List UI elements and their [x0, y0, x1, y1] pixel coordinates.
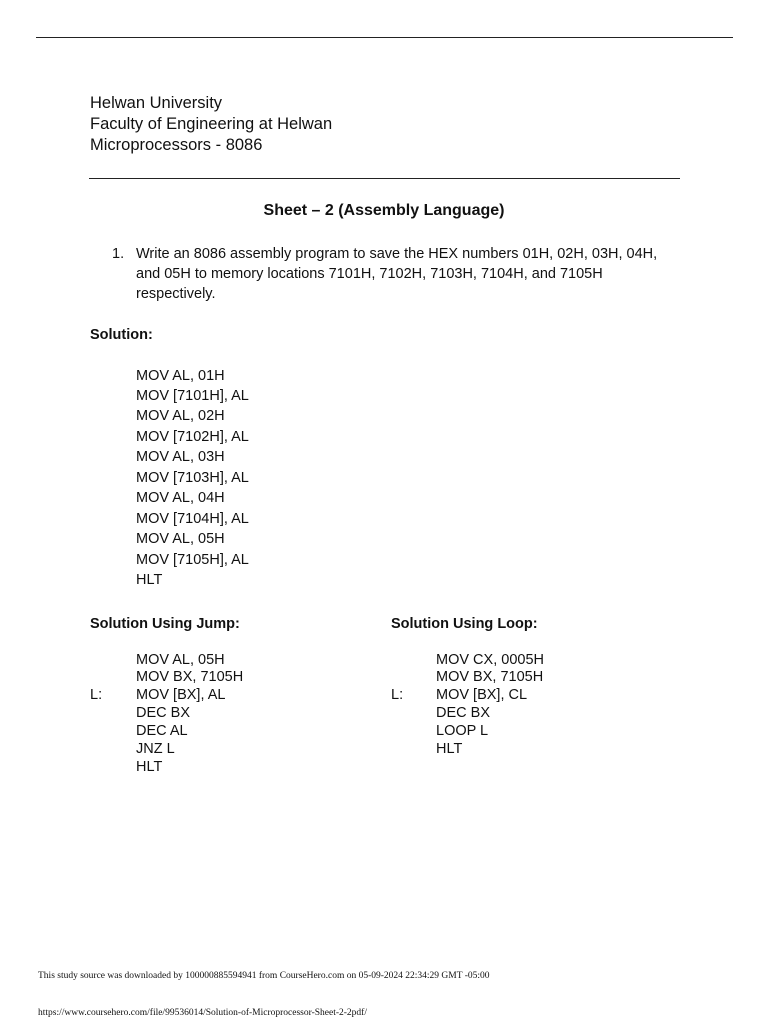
code-line: MOV [7103H], AL: [136, 470, 249, 486]
code-line: HLT: [436, 741, 463, 757]
code-line: MOV AL, 01H: [136, 368, 225, 384]
code-line: LOOP L: [436, 723, 489, 739]
code-line: MOV AL, 04H: [136, 490, 225, 506]
university-name: Helwan University: [90, 94, 223, 112]
code-line: DEC BX: [136, 705, 190, 721]
code-line: MOV [7102H], AL: [136, 429, 249, 445]
code-line: MOV BX, 7105H: [136, 669, 244, 685]
solution-jump-heading: Solution Using Jump:: [90, 616, 240, 632]
code-line: MOV [7101H], AL: [136, 388, 249, 404]
loop-label: L:: [90, 687, 103, 703]
code-line: HLT: [136, 759, 163, 775]
code-line: MOV [BX], CL: [436, 687, 528, 703]
code-line: MOV AL, 05H: [136, 531, 225, 547]
question-number: 1.: [112, 246, 125, 262]
loop-label: L:: [391, 687, 404, 703]
top-divider: [36, 37, 733, 38]
header-divider: [89, 178, 680, 179]
code-line: MOV AL, 02H: [136, 408, 225, 424]
solution-loop-heading: Solution Using Loop:: [391, 616, 538, 632]
code-line: HLT: [136, 572, 163, 588]
sheet-title: Sheet – 2 (Assembly Language): [263, 202, 505, 219]
solution-heading: Solution:: [90, 327, 153, 343]
code-line: MOV AL, 05H: [136, 652, 225, 668]
download-source-note: This study source was downloaded by 100000885594941 from CourseHero.com on 05-09-2024 22:34:29 GMT -05:00: [38, 971, 490, 981]
code-line: MOV [7105H], AL: [136, 552, 249, 568]
code-line: MOV AL, 03H: [136, 449, 225, 465]
code-line: MOV [BX], AL: [136, 687, 226, 703]
question-text-line: Write an 8086 assembly program to save the HEX numbers 01H, 02H, 03H, 04H,: [136, 246, 658, 262]
source-url-link[interactable]: https://www.coursehero.com/file/99536014/Solution-of-Microprocessor-Sheet-2-2pdf/: [38, 1008, 367, 1018]
question-text-line: and 05H to memory locations 7101H, 7102H, 7103H, 7104H, and 7105H: [136, 266, 603, 282]
question-text-line: respectively.: [136, 286, 216, 302]
course-name: Microprocessors - 8086: [90, 136, 263, 154]
code-line: MOV CX, 0005H: [436, 652, 544, 668]
code-line: JNZ L: [136, 741, 175, 757]
code-line: MOV BX, 7105H: [436, 669, 544, 685]
faculty-name: Faculty of Engineering at Helwan: [90, 115, 333, 133]
code-line: DEC BX: [436, 705, 490, 721]
code-line: DEC AL: [136, 723, 188, 739]
code-line: MOV [7104H], AL: [136, 511, 249, 527]
